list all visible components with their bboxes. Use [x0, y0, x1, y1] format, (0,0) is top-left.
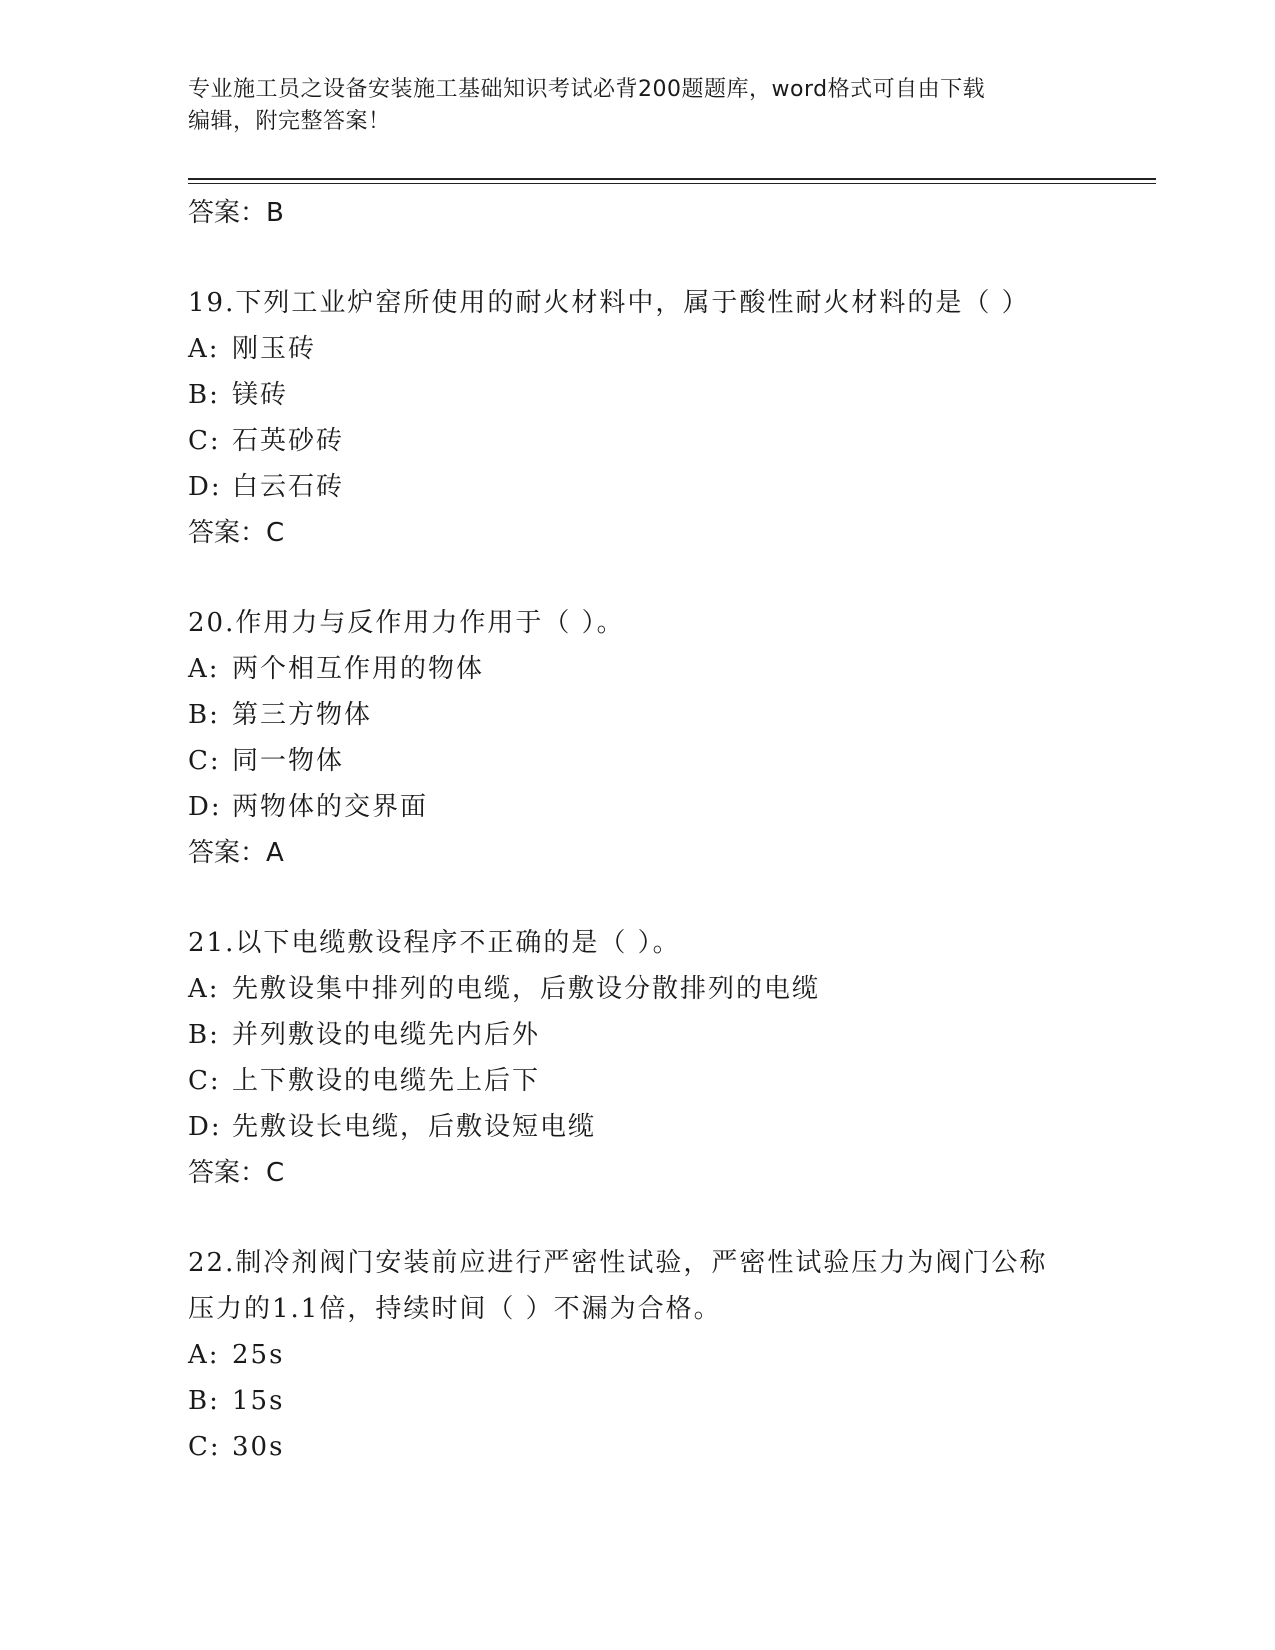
answer-line: 答案：C — [188, 518, 285, 548]
option-text: 两个相互作用的物体 — [232, 654, 485, 684]
option-text: 石英砂砖 — [232, 426, 345, 456]
answer-line: 答案：B — [188, 198, 284, 228]
question-stem: 20.作用力与反作用力作用于（ ）。 — [188, 608, 625, 638]
option-d — [188, 784, 1188, 830]
option-text: 两物体的交界面 — [232, 792, 429, 822]
option-label: C: — [188, 426, 221, 456]
question-21 — [188, 920, 1188, 1196]
option-text: 30s — [232, 1432, 285, 1462]
option-label: A: — [188, 974, 220, 1004]
option-c — [188, 418, 1188, 464]
question-stem-continued: 压力的1.1倍，持续时间（ ）不漏为合格。 — [188, 1294, 722, 1324]
option-b — [188, 1012, 1188, 1058]
option-label: D: — [188, 1112, 222, 1142]
option-label: D: — [188, 472, 222, 502]
question-19 — [188, 280, 1188, 556]
option-label: B: — [188, 1020, 220, 1050]
option-label: D: — [188, 792, 222, 822]
option-a — [188, 966, 1188, 1012]
option-label: C: — [188, 746, 221, 776]
option-text: 先敷设长电缆，后敷设短电缆 — [232, 1112, 597, 1142]
question-list — [188, 190, 1188, 1470]
option-label: A: — [188, 1340, 220, 1370]
header-divider-thin — [188, 183, 1156, 184]
answer-line: 答案：C — [188, 1158, 285, 1188]
option-text: 同一物体 — [232, 746, 345, 776]
option-text: 第三方物体 — [232, 700, 373, 730]
option-label: A: — [188, 654, 220, 684]
option-b — [188, 692, 1188, 738]
option-d — [188, 464, 1188, 510]
option-b — [188, 372, 1188, 418]
option-d — [188, 1104, 1188, 1150]
option-label: C: — [188, 1432, 221, 1462]
question-stem: 21.以下电缆敷设程序不正确的是（ ）。 — [188, 928, 681, 958]
option-a — [188, 326, 1188, 372]
option-text: 镁砖 — [232, 380, 289, 410]
question-stem: 22.制冷剂阀门安装前应进行严密性试验，严密性试验压力为阀门公称 — [188, 1248, 1048, 1278]
header-divider-thick — [188, 178, 1156, 180]
option-c — [188, 1424, 1188, 1470]
header-line-2: 编辑，附完整答案！ — [188, 109, 391, 134]
option-c — [188, 738, 1188, 784]
question-22 — [188, 1240, 1188, 1470]
option-text: 白云石砖 — [232, 472, 345, 502]
option-label: A: — [188, 334, 220, 364]
answer-line: 答案：A — [188, 838, 284, 868]
option-text: 上下敷设的电缆先上后下 — [232, 1066, 541, 1096]
question-20 — [188, 600, 1188, 876]
header-line-1: 专业施工员之设备安装施工基础知识考试必背200题题库，word格式可自由下载 — [188, 77, 986, 102]
option-a — [188, 646, 1188, 692]
option-text: 先敷设集中排列的电缆，后敷设分散排列的电缆 — [232, 974, 821, 1004]
option-a — [188, 1332, 1188, 1378]
option-c — [188, 1058, 1188, 1104]
option-b — [188, 1378, 1188, 1424]
document-header — [188, 74, 1088, 138]
option-text: 刚玉砖 — [232, 334, 317, 364]
option-text: 并列敷设的电缆先内后外 — [232, 1020, 541, 1050]
option-text: 15s — [232, 1386, 285, 1416]
option-label: B: — [188, 700, 220, 730]
option-text: 25s — [232, 1340, 285, 1370]
option-label: C: — [188, 1066, 221, 1096]
question-stem: 19.下列工业炉窑所使用的耐火材料中，属于酸性耐火材料的是（ ） — [188, 288, 1030, 318]
option-label: B: — [188, 380, 220, 410]
option-label: B: — [188, 1386, 220, 1416]
